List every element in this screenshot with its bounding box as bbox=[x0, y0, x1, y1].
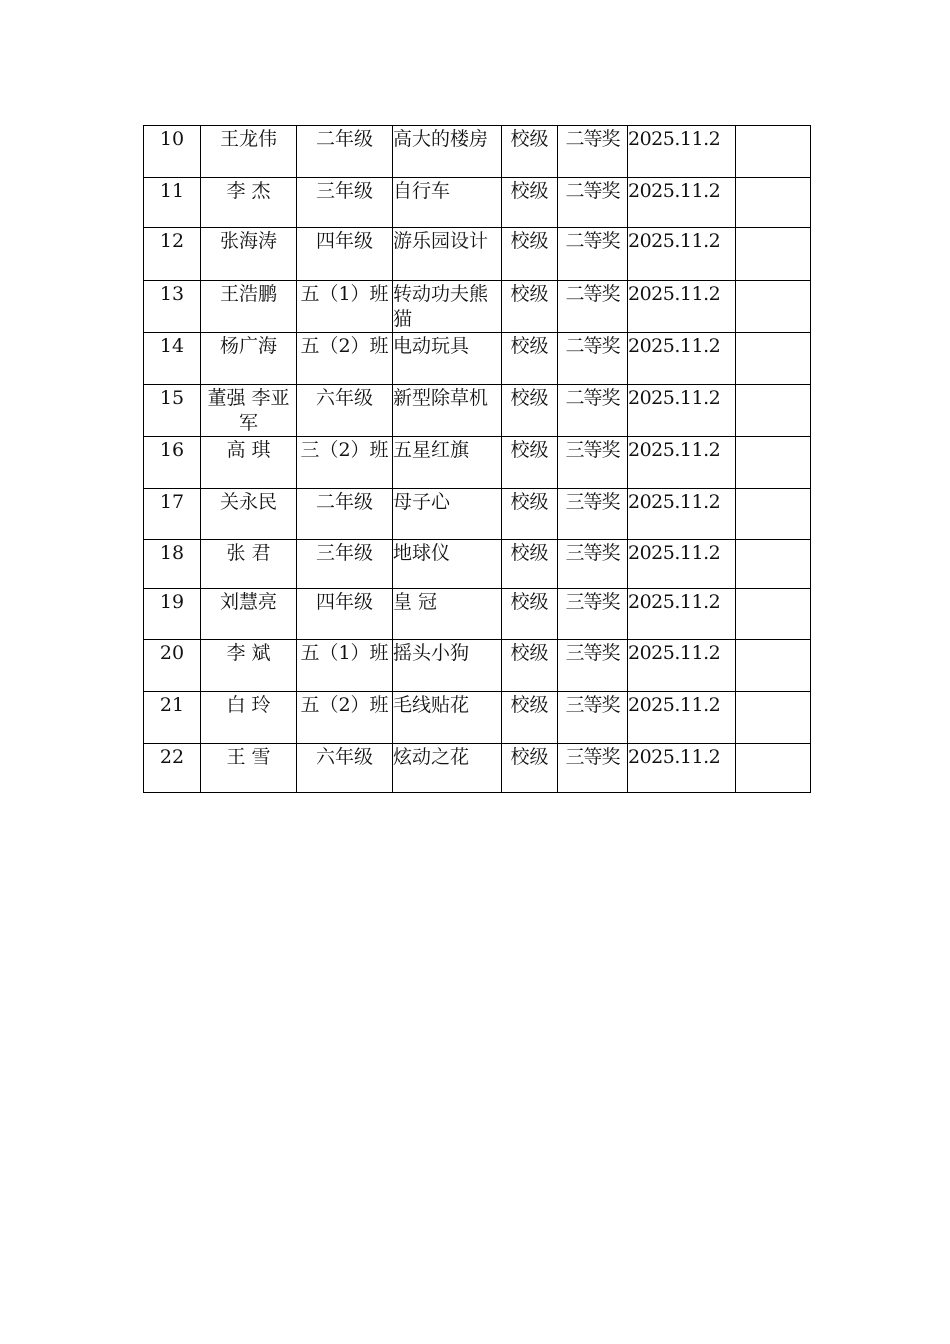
cell-number bbox=[144, 589, 201, 640]
cell-remark-text bbox=[736, 692, 810, 693]
cell-remark bbox=[736, 640, 811, 692]
cell-number bbox=[144, 178, 201, 228]
cell-date bbox=[628, 640, 736, 692]
cell-grade-text: 六年级 bbox=[315, 387, 373, 409]
cell-grade-text: 三年级 bbox=[315, 180, 373, 202]
cell-grade bbox=[297, 540, 393, 589]
cell-student-name-text: 李 斌 bbox=[226, 642, 271, 664]
cell-date bbox=[628, 744, 736, 793]
cell-number-text: 11 bbox=[159, 180, 185, 202]
cell-date bbox=[628, 281, 736, 333]
cell-level bbox=[502, 228, 558, 281]
cell-prize bbox=[558, 489, 628, 540]
cell-student-name bbox=[201, 489, 297, 540]
cell-prize bbox=[558, 744, 628, 793]
cell-remark-text bbox=[736, 589, 810, 590]
cell-date-text: 2025.11.2 bbox=[628, 283, 721, 305]
cell-prize bbox=[558, 640, 628, 692]
table-row bbox=[144, 540, 811, 589]
cell-student-name bbox=[201, 589, 297, 640]
cell-level-text: 校级 bbox=[510, 335, 549, 357]
cell-grade bbox=[297, 178, 393, 228]
cell-level-text: 校级 bbox=[510, 694, 549, 716]
cell-work-title bbox=[393, 692, 502, 744]
cell-grade bbox=[297, 228, 393, 281]
cell-student-name-text: 王龙伟 bbox=[219, 128, 277, 150]
cell-work-title bbox=[393, 437, 502, 489]
table-row bbox=[144, 744, 811, 793]
cell-date-text: 2025.11.2 bbox=[628, 230, 721, 252]
cell-work-title bbox=[393, 281, 502, 333]
cell-grade bbox=[297, 744, 393, 793]
cell-date bbox=[628, 589, 736, 640]
cell-level bbox=[502, 589, 558, 640]
cell-work-title bbox=[393, 385, 502, 437]
cell-work-title bbox=[393, 228, 502, 281]
cell-grade-text: 三（2）班 bbox=[300, 439, 389, 461]
cell-remark-text bbox=[736, 640, 810, 641]
cell-prize-text: 二等奖 bbox=[565, 283, 620, 305]
cell-number bbox=[144, 228, 201, 281]
table-row bbox=[144, 333, 811, 385]
cell-prize-text: 三等奖 bbox=[565, 694, 620, 716]
table-row bbox=[144, 640, 811, 692]
cell-work-title bbox=[393, 589, 502, 640]
cell-date bbox=[628, 540, 736, 589]
cell-number-text: 16 bbox=[159, 439, 185, 461]
cell-student-name bbox=[201, 281, 297, 333]
cell-student-name-text: 张 君 bbox=[226, 542, 271, 564]
cell-prize-text: 三等奖 bbox=[565, 591, 620, 613]
cell-work-title-text: 炫动之花 bbox=[393, 746, 470, 768]
cell-date-text: 2025.11.2 bbox=[628, 694, 721, 716]
cell-grade-text: 二年级 bbox=[315, 128, 373, 150]
cell-number-text: 13 bbox=[159, 283, 185, 305]
cell-student-name bbox=[201, 540, 297, 589]
cell-prize bbox=[558, 281, 628, 333]
cell-grade bbox=[297, 333, 393, 385]
cell-number bbox=[144, 744, 201, 793]
cell-grade bbox=[297, 589, 393, 640]
cell-prize-text: 三等奖 bbox=[565, 491, 620, 513]
cell-prize-text: 三等奖 bbox=[565, 642, 620, 664]
cell-number-text: 19 bbox=[159, 591, 185, 613]
cell-student-name-text: 张海涛 bbox=[219, 230, 277, 252]
cell-prize-text: 三等奖 bbox=[565, 542, 620, 564]
cell-date bbox=[628, 489, 736, 540]
cell-prize-text: 二等奖 bbox=[565, 387, 620, 409]
cell-grade bbox=[297, 437, 393, 489]
cell-prize-text: 二等奖 bbox=[565, 180, 620, 202]
cell-date-text: 2025.11.2 bbox=[628, 642, 721, 664]
cell-prize bbox=[558, 228, 628, 281]
table-row bbox=[144, 228, 811, 281]
awards-table-body bbox=[144, 126, 811, 793]
cell-student-name-text: 王浩鹏 bbox=[219, 283, 277, 305]
cell-date bbox=[628, 178, 736, 228]
cell-number bbox=[144, 126, 201, 178]
cell-level bbox=[502, 437, 558, 489]
cell-work-title-text: 摇头小狗 bbox=[393, 642, 470, 664]
cell-work-title-text: 母子心 bbox=[393, 491, 451, 513]
cell-number-text: 10 bbox=[159, 128, 185, 150]
cell-remark-text bbox=[736, 228, 810, 229]
cell-remark-text bbox=[736, 126, 810, 127]
cell-prize bbox=[558, 437, 628, 489]
cell-date-text: 2025.11.2 bbox=[628, 180, 721, 202]
cell-date-text: 2025.11.2 bbox=[628, 387, 721, 409]
cell-level-text: 校级 bbox=[510, 283, 549, 305]
cell-student-name-text: 高 琪 bbox=[226, 439, 271, 461]
cell-work-title bbox=[393, 489, 502, 540]
cell-grade-text: 五（1）班 bbox=[300, 642, 389, 664]
cell-remark bbox=[736, 540, 811, 589]
cell-grade-text: 六年级 bbox=[315, 746, 373, 768]
cell-work-title bbox=[393, 178, 502, 228]
cell-level-text: 校级 bbox=[510, 387, 549, 409]
cell-number-text: 18 bbox=[159, 542, 185, 564]
cell-date-text: 2025.11.2 bbox=[628, 128, 721, 150]
cell-number-text: 22 bbox=[159, 746, 185, 768]
cell-number-text: 20 bbox=[159, 642, 185, 664]
cell-student-name bbox=[201, 640, 297, 692]
cell-student-name-text: 关永民 bbox=[219, 491, 277, 513]
cell-date bbox=[628, 437, 736, 489]
cell-work-title-text: 转动功夫熊猫 bbox=[393, 283, 489, 330]
cell-prize bbox=[558, 178, 628, 228]
cell-remark bbox=[736, 333, 811, 385]
cell-prize-text: 二等奖 bbox=[565, 335, 620, 357]
cell-date-text: 2025.11.2 bbox=[628, 591, 721, 613]
cell-number bbox=[144, 540, 201, 589]
cell-student-name-text: 董强 李亚军 bbox=[207, 387, 290, 434]
cell-date-text: 2025.11.2 bbox=[628, 746, 721, 768]
cell-level-text: 校级 bbox=[510, 591, 549, 613]
cell-student-name bbox=[201, 692, 297, 744]
table-row bbox=[144, 281, 811, 333]
cell-work-title bbox=[393, 540, 502, 589]
cell-work-title-text: 高大的楼房 bbox=[393, 128, 489, 150]
cell-remark bbox=[736, 437, 811, 489]
cell-level-text: 校级 bbox=[510, 180, 549, 202]
cell-grade-text: 五（1）班 bbox=[300, 283, 389, 305]
cell-grade bbox=[297, 126, 393, 178]
cell-level bbox=[502, 126, 558, 178]
cell-remark bbox=[736, 385, 811, 437]
table-row bbox=[144, 692, 811, 744]
cell-work-title bbox=[393, 126, 502, 178]
cell-work-title-text: 地球仪 bbox=[393, 542, 451, 564]
table-row bbox=[144, 589, 811, 640]
cell-date bbox=[628, 228, 736, 281]
cell-number-text: 14 bbox=[159, 335, 185, 357]
cell-level-text: 校级 bbox=[510, 746, 549, 768]
cell-student-name bbox=[201, 228, 297, 281]
cell-student-name bbox=[201, 126, 297, 178]
cell-prize bbox=[558, 540, 628, 589]
cell-number-text: 15 bbox=[159, 387, 185, 409]
table-row bbox=[144, 126, 811, 178]
cell-grade-text: 三年级 bbox=[315, 542, 373, 564]
cell-remark-text bbox=[736, 540, 810, 541]
cell-remark-text bbox=[736, 385, 810, 386]
cell-student-name bbox=[201, 333, 297, 385]
cell-grade-text: 二年级 bbox=[315, 491, 373, 513]
awards-table bbox=[143, 125, 811, 793]
cell-date-text: 2025.11.2 bbox=[628, 439, 721, 461]
cell-level-text: 校级 bbox=[510, 230, 549, 252]
cell-prize-text: 三等奖 bbox=[565, 746, 620, 768]
cell-student-name bbox=[201, 744, 297, 793]
cell-level bbox=[502, 540, 558, 589]
table-row bbox=[144, 489, 811, 540]
cell-grade bbox=[297, 640, 393, 692]
cell-prize bbox=[558, 333, 628, 385]
cell-number-text: 17 bbox=[159, 491, 185, 513]
cell-remark bbox=[736, 126, 811, 178]
cell-level-text: 校级 bbox=[510, 542, 549, 564]
cell-work-title-text: 游乐园设计 bbox=[393, 230, 489, 252]
cell-student-name bbox=[201, 178, 297, 228]
cell-prize-text: 二等奖 bbox=[565, 230, 620, 252]
cell-work-title-text: 毛线贴花 bbox=[393, 694, 470, 716]
cell-number bbox=[144, 692, 201, 744]
cell-level bbox=[502, 744, 558, 793]
cell-remark bbox=[736, 281, 811, 333]
cell-date-text: 2025.11.2 bbox=[628, 542, 721, 564]
cell-grade bbox=[297, 281, 393, 333]
cell-remark-text bbox=[736, 281, 810, 282]
cell-level-text: 校级 bbox=[510, 491, 549, 513]
cell-prize bbox=[558, 385, 628, 437]
cell-remark bbox=[736, 589, 811, 640]
cell-student-name-text: 刘慧亮 bbox=[219, 591, 277, 613]
cell-prize-text: 三等奖 bbox=[565, 439, 620, 461]
cell-remark bbox=[736, 228, 811, 281]
cell-number bbox=[144, 640, 201, 692]
cell-level bbox=[502, 640, 558, 692]
cell-prize bbox=[558, 589, 628, 640]
cell-grade-text: 五（2）班 bbox=[300, 694, 389, 716]
cell-grade bbox=[297, 489, 393, 540]
cell-grade-text: 五（2）班 bbox=[300, 335, 389, 357]
cell-work-title bbox=[393, 333, 502, 385]
cell-level-text: 校级 bbox=[510, 128, 549, 150]
cell-remark-text bbox=[736, 178, 810, 179]
cell-number bbox=[144, 489, 201, 540]
cell-work-title-text: 皇 冠 bbox=[393, 591, 438, 613]
cell-date bbox=[628, 126, 736, 178]
cell-student-name-text: 王 雪 bbox=[226, 746, 271, 768]
cell-number bbox=[144, 281, 201, 333]
cell-work-title bbox=[393, 744, 502, 793]
cell-remark bbox=[736, 744, 811, 793]
cell-number bbox=[144, 437, 201, 489]
cell-remark-text bbox=[736, 489, 810, 490]
cell-student-name bbox=[201, 385, 297, 437]
cell-grade bbox=[297, 385, 393, 437]
cell-number bbox=[144, 385, 201, 437]
cell-level bbox=[502, 692, 558, 744]
cell-remark bbox=[736, 692, 811, 744]
cell-level-text: 校级 bbox=[510, 642, 549, 664]
cell-date bbox=[628, 385, 736, 437]
cell-work-title-text: 新型除草机 bbox=[393, 387, 489, 409]
cell-level bbox=[502, 333, 558, 385]
cell-level bbox=[502, 385, 558, 437]
table-row bbox=[144, 178, 811, 228]
cell-date bbox=[628, 333, 736, 385]
cell-work-title-text: 自行车 bbox=[393, 180, 451, 202]
cell-prize-text: 二等奖 bbox=[565, 128, 620, 150]
cell-level bbox=[502, 489, 558, 540]
table-row bbox=[144, 437, 811, 489]
cell-level bbox=[502, 281, 558, 333]
cell-grade-text: 四年级 bbox=[315, 591, 373, 613]
cell-remark-text bbox=[736, 333, 810, 334]
cell-student-name-text: 李 杰 bbox=[226, 180, 271, 202]
cell-remark bbox=[736, 178, 811, 228]
cell-grade-text: 四年级 bbox=[315, 230, 373, 252]
cell-work-title-text: 五星红旗 bbox=[393, 439, 470, 461]
cell-remark-text bbox=[736, 744, 810, 745]
cell-number bbox=[144, 333, 201, 385]
cell-student-name-text: 白 玲 bbox=[226, 694, 271, 716]
cell-level bbox=[502, 178, 558, 228]
cell-date bbox=[628, 692, 736, 744]
cell-work-title bbox=[393, 640, 502, 692]
cell-remark-text bbox=[736, 437, 810, 438]
cell-prize bbox=[558, 692, 628, 744]
cell-prize bbox=[558, 126, 628, 178]
table-row bbox=[144, 385, 811, 437]
cell-level-text: 校级 bbox=[510, 439, 549, 461]
cell-work-title-text: 电动玩具 bbox=[393, 335, 470, 357]
cell-date-text: 2025.11.2 bbox=[628, 491, 721, 513]
cell-student-name bbox=[201, 437, 297, 489]
cell-student-name-text: 杨广海 bbox=[219, 335, 277, 357]
cell-number-text: 12 bbox=[159, 230, 185, 252]
cell-remark bbox=[736, 489, 811, 540]
cell-grade bbox=[297, 692, 393, 744]
cell-date-text: 2025.11.2 bbox=[628, 335, 721, 357]
cell-number-text: 21 bbox=[159, 694, 185, 716]
